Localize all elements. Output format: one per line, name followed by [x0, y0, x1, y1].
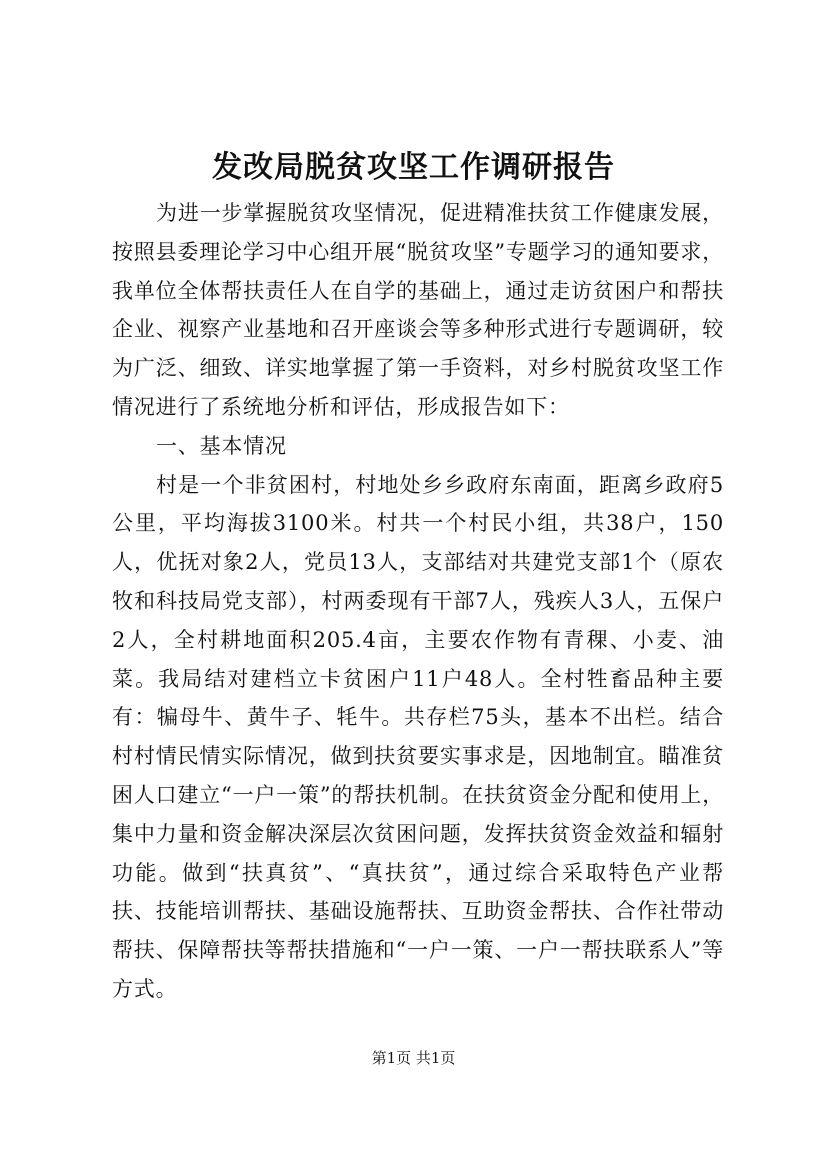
page-number-footer: 第1页 共1页 [371, 1049, 456, 1067]
section-heading: 一、基本情况 [156, 433, 287, 458]
document-title: 发改局脱贫攻坚工作调研报告 [212, 150, 615, 185]
basic-info-paragraph: 村是一个非贫困村，村地处乡乡政府东南面，距离乡政府5公里，平均海拔3100米。村共一个村民小组，共38户，150人，优抚对象2人，党员13人，支部结对共建党支部1个（原农牧和科技局党支部），村两委现有干部7人，残疾人3人，五保户2人，全村耕地面积205.4亩，主要农作物有青稞、小麦、油菜。我局结对建档立卡贫困户11户48人。全村牲畜品种主要有：犏母牛、黄牛子、牦牛。共存栏75头，基本不出栏。结合村村情民情实际情况，做到扶贫要实事求是，因地制宜。瞄准贫困人口建立“一户一策”的帮扶机制。在扶贫资金分配和使用上，集中力量和资金解决深层次贫困问题，发挥扶贫资金效益和辐射功能。做到“扶真贫”、“真扶贫”，通过综合采取特色产业帮扶、技能培训帮扶、基础设施帮扶、互助资金帮扶、合作社带动帮扶、保障帮扶等帮扶措施和“一户一策、一户一帮扶联系人”等方式。 [112, 472, 724, 1001]
intro-paragraph: 为进一步掌握脱贫攻坚情况，促进精准扶贫工作健康发展，按照县委理论学习中心组开展“脱贫攻坚”专题学习的通知要求，我单位全体帮扶责任人在自学的基础上，通过走访贫困户和帮扶企业、视察产业基地和召开座谈会等多种形式进行专题调研，较为广泛、细致、详实地掌握了第一手资料，对乡村脱贫攻坚工作情况进行了系统地分析和评估，形成报告如下： [112, 201, 724, 419]
document-body [112, 194, 724, 1009]
